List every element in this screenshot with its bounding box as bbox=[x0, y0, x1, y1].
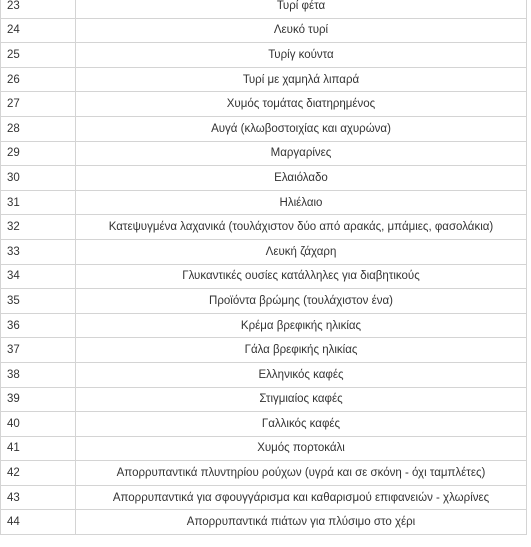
row-number-cell: 25 bbox=[1, 43, 76, 68]
product-name-cell: Αυγά (κλωβοστοιχίας και αχυρώνα) bbox=[76, 116, 527, 141]
product-name-cell: Στιγμιαίος καφές bbox=[76, 387, 527, 412]
product-name-cell: Λευκή ζάχαρη bbox=[76, 239, 527, 264]
row-number-cell: 43 bbox=[1, 485, 76, 510]
row-number-cell: 24 bbox=[1, 18, 76, 43]
row-number-cell: 36 bbox=[1, 313, 76, 338]
table-row bbox=[1, 436, 527, 461]
product-name-cell: Γάλα βρεφικής ηλικίας bbox=[76, 338, 527, 363]
table-row bbox=[1, 166, 527, 191]
row-number-cell: 34 bbox=[1, 264, 76, 289]
product-name-cell: Ελαιόλαδο bbox=[76, 166, 527, 191]
table-row bbox=[1, 461, 527, 486]
row-number-cell: 23 bbox=[1, 0, 76, 18]
product-name-cell: Λευκό τυρί bbox=[76, 18, 527, 43]
product-name-cell: Τυρί φέτα bbox=[76, 0, 527, 18]
row-number-cell: 41 bbox=[1, 436, 76, 461]
product-name-cell: Κρέμα βρεφικής ηλικίας bbox=[76, 313, 527, 338]
table-row bbox=[1, 289, 527, 314]
table-row bbox=[1, 67, 527, 92]
product-name-cell: Χυμός πορτοκάλι bbox=[76, 436, 527, 461]
row-number-cell: 30 bbox=[1, 166, 76, 191]
row-number-cell: 38 bbox=[1, 362, 76, 387]
table-row bbox=[1, 43, 527, 68]
table-row bbox=[1, 362, 527, 387]
row-number-cell: 29 bbox=[1, 141, 76, 166]
product-name-cell: Ηλιέλαιο bbox=[76, 190, 527, 215]
table-row bbox=[1, 18, 527, 43]
table-row bbox=[1, 116, 527, 141]
product-name-cell: Γλυκαντικές ουσίες κατάλληλες για διαβητικούς bbox=[76, 264, 527, 289]
table-row bbox=[1, 387, 527, 412]
row-number-cell: 39 bbox=[1, 387, 76, 412]
table-row bbox=[1, 485, 527, 510]
table-row bbox=[1, 313, 527, 338]
row-number-cell: 31 bbox=[1, 190, 76, 215]
row-number-cell: 37 bbox=[1, 338, 76, 363]
row-number-cell: 28 bbox=[1, 116, 76, 141]
table-row bbox=[1, 190, 527, 215]
row-number-cell: 26 bbox=[1, 67, 76, 92]
table-row bbox=[1, 0, 527, 18]
row-number-cell: 32 bbox=[1, 215, 76, 240]
table-row bbox=[1, 510, 527, 535]
row-number-cell: 35 bbox=[1, 289, 76, 314]
product-name-cell: Απορρυπαντικά για σφουγγάρισμα και καθαρισμού επιφανειών - χλωρίνες bbox=[76, 485, 527, 510]
product-name-cell: Ελληνικός καφές bbox=[76, 362, 527, 387]
table-row bbox=[1, 239, 527, 264]
row-number-cell: 44 bbox=[1, 510, 76, 535]
row-number-cell: 42 bbox=[1, 461, 76, 486]
row-number-cell: 40 bbox=[1, 412, 76, 437]
table-row bbox=[1, 141, 527, 166]
product-name-cell: Τυρί με χαμηλά λιπαρά bbox=[76, 67, 527, 92]
product-name-cell: Προϊόντα βρώμης (τουλάχιστον ένα) bbox=[76, 289, 527, 314]
product-name-cell: Χυμός τομάτας διατηρημένος bbox=[76, 92, 527, 117]
product-name-cell: Απορρυπαντικά πιάτων για πλύσιμο στο χέρι bbox=[76, 510, 527, 535]
table-row bbox=[1, 338, 527, 363]
product-name-cell: Μαργαρίνες bbox=[76, 141, 527, 166]
row-number-cell: 27 bbox=[1, 92, 76, 117]
table-row bbox=[1, 215, 527, 240]
row-number-cell: 33 bbox=[1, 239, 76, 264]
products-table-body bbox=[1, 0, 527, 535]
table-row bbox=[1, 412, 527, 437]
product-name-cell: Τυρίγ κούντα bbox=[76, 43, 527, 68]
table-row bbox=[1, 264, 527, 289]
product-name-cell: Γαλλικός καφές bbox=[76, 412, 527, 437]
product-name-cell: Κατεψυγμένα λαχανικά (τουλάχιστον δύο από αρακάς, μπάμιες, φασολάκια) bbox=[76, 215, 527, 240]
table-row bbox=[1, 92, 527, 117]
product-name-cell: Απορρυπαντικά πλυντηρίου ρούχων (υγρά και σε σκόνη - όχι ταμπλέτες) bbox=[76, 461, 527, 486]
